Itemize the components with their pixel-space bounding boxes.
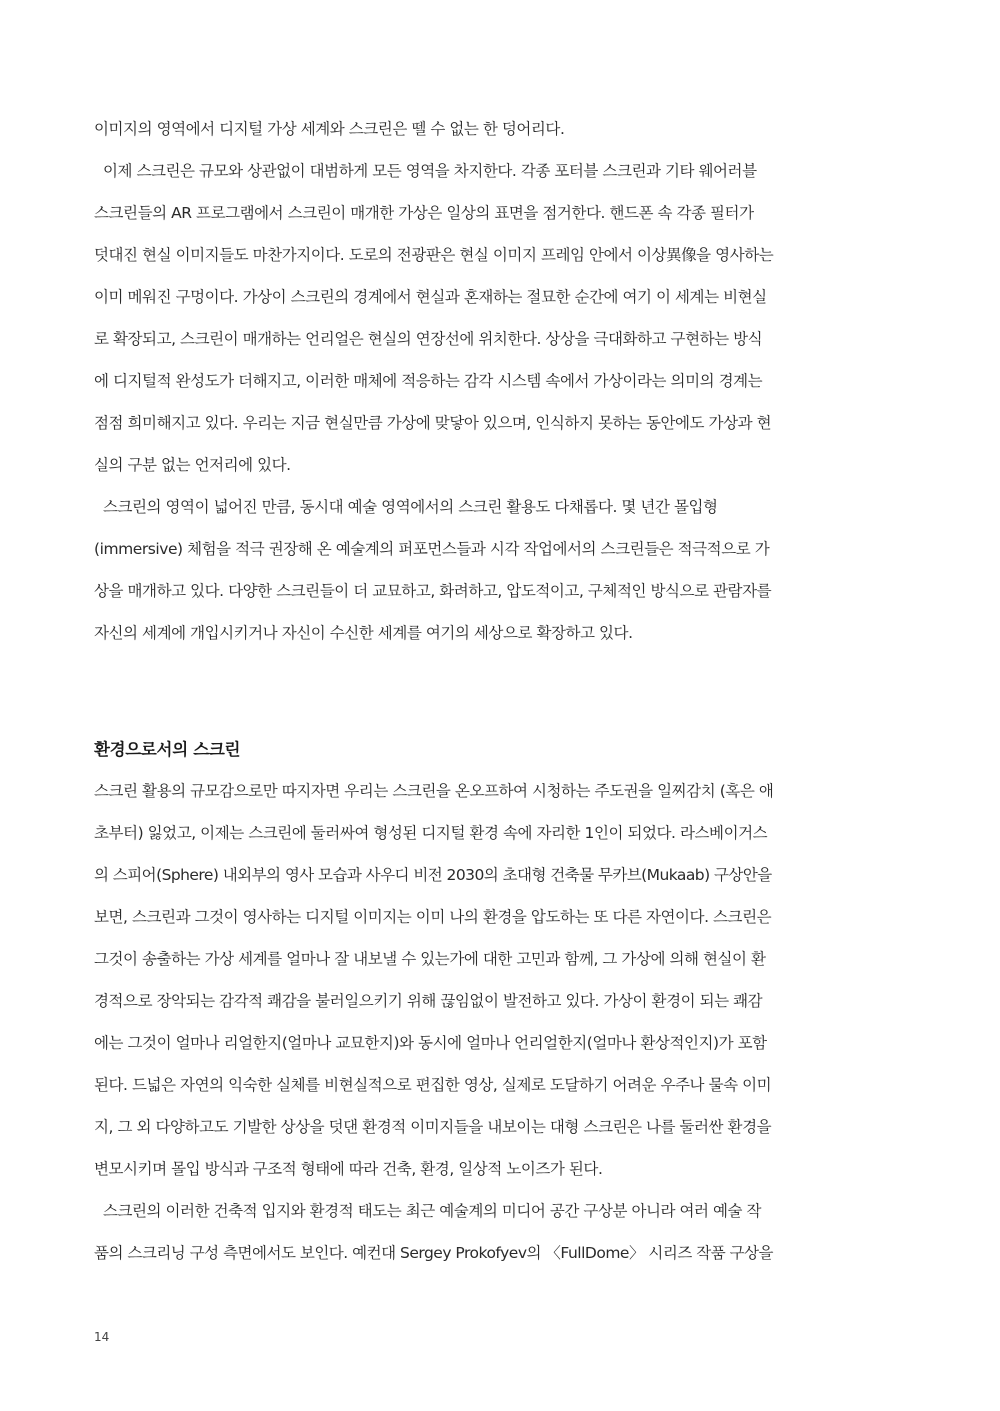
text-line: 경적으로 장악되는 감각적 쾌감을 불러일으키기 위해 끊임없이 발전하고 있다. 가상이 환경이 되는 쾌감 <box>94 992 763 1010</box>
text-line: 스크린들의 AR 프로그램에서 스크린이 매개한 가상은 일상의 표면을 점거한다. 핸드폰 속 각종 필터가 <box>94 204 754 222</box>
text-line: 품의 스크리닝 구성 측면에서도 보인다. 예컨대 Sergey Prokofyev의 〈FullDome〉 시리즈 작품 구상을 <box>94 1244 774 1262</box>
text-line: 에는 그것이 얼마나 리얼한지(얼마나 교묘한지)와 동시에 얼마나 언리얼한지(얼마나 환상적인지)가 포함 <box>94 1034 767 1052</box>
text-line: 스크린 활용의 규모감으로만 따지자면 우리는 스크린을 온오프하여 시청하는 주도권을 일찌감치 (혹은 애 <box>94 782 774 800</box>
text-line: 이제 스크린은 규모와 상관없이 대범하게 모든 영역을 차지한다. 각종 포터블 스크린과 기타 웨어러블 <box>94 162 757 180</box>
text-line: 자신의 세계에 개입시키거나 자신이 수신한 세계를 여기의 세상으로 확장하고 있다. <box>94 624 633 642</box>
text-line: 상을 매개하고 있다. 다양한 스크린들이 더 교묘하고, 화려하고, 압도적이고, 구체적인 방식으로 관람자를 <box>94 582 772 600</box>
text-line: 이미지의 영역에서 디지털 가상 세계와 스크린은 뗄 수 없는 한 덩어리다. <box>94 120 565 138</box>
text-line: 의 스피어(Sphere) 내외부의 영사 모습과 사우디 비전 2030의 초대형 건축물 무카브(Mukaab) 구상안을 <box>94 866 772 884</box>
text-line: 점점 희미해지고 있다. 우리는 지금 현실만큼 가상에 맞닿아 있으며, 인식하지 못하는 동안에도 가상과 현 <box>94 414 772 432</box>
text-line: 보면, 스크린과 그것이 영사하는 디지털 이미지는 이미 나의 환경을 압도하는 또 다른 자연이다. 스크린은 <box>94 908 772 926</box>
text-line: 스크린의 이러한 건축적 입지와 환경적 태도는 최근 예술계의 미디어 공간 구상분 아니라 여러 예술 작 <box>94 1202 762 1220</box>
section-title: 환경으로서의 스크린 <box>94 740 241 759</box>
text-line: 스크린의 영역이 넓어진 만큼, 동시대 예술 영역에서의 스크린 활용도 다채롭다. 몇 년간 몰입형 <box>94 498 718 516</box>
intro-paragraphs <box>94 118 774 644</box>
text-line: 된다. 드넓은 자연의 익숙한 실체를 비현실적으로 편집한 영상, 실제로 도달하기 어려운 우주나 물속 이미 <box>94 1076 772 1094</box>
text-line: 초부터) 잃었고, 이제는 스크린에 둘러싸여 형성된 디지털 환경 속에 자리한 1인이 되었다. 라스베이거스 <box>94 824 768 842</box>
text-line: 로 확장되고, 스크린이 매개하는 언리얼은 현실의 연장선에 위치한다. 상상을 극대화하고 구현하는 방식 <box>94 330 763 348</box>
section-heading-block <box>94 738 774 762</box>
text-line: 실의 구분 없는 언저리에 있다. <box>94 456 291 474</box>
text-line: 이미 메워진 구멍이다. 가상이 스크린의 경계에서 현실과 혼재하는 절묘한 순간에 여기 이 세계는 비현실 <box>94 288 767 306</box>
text-line: 덧대진 현실 이미지들도 마찬가지이다. 도로의 전광판은 현실 이미지 프레임 안에서 이상異像을 영사하는 <box>94 246 774 264</box>
text-line: 변모시키며 몰입 방식과 구조적 형태에 따라 건축, 환경, 일상적 노이즈가 된다. <box>94 1160 603 1178</box>
text-line: (immersive) 체험을 적극 권장해 온 예술계의 퍼포먼스들과 시각 작업에서의 스크린들은 적극적으로 가 <box>94 540 770 558</box>
page-number: 14 <box>94 1330 110 1344</box>
text-line: 지, 그 외 다양하고도 기발한 상상을 덧댄 환경적 이미지들을 내보이는 대형 스크린은 나를 둘러싼 환경을 <box>94 1118 772 1136</box>
text-line: 에 디지털적 완성도가 더해지고, 이러한 매체에 적응하는 감각 시스템 속에서 가상이라는 의미의 경계는 <box>94 372 763 390</box>
section-paragraphs <box>94 780 774 1264</box>
text-line: 그것이 송출하는 가상 세계를 얼마나 잘 내보낼 수 있는가에 대한 고민과 함께, 그 가상에 의해 현실이 환 <box>94 950 766 968</box>
